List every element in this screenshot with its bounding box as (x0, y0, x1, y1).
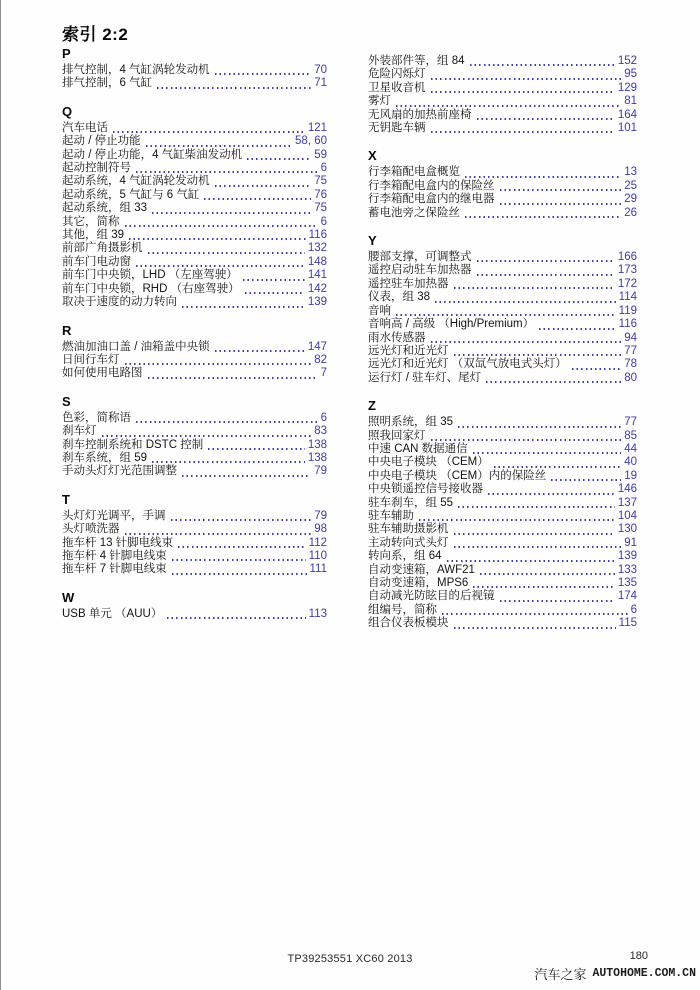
index-section-continued (368, 55, 637, 135)
entry-page-link[interactable]: 77 (624, 416, 637, 429)
entry-label: 卫星收音机 (368, 81, 426, 94)
entry-label: 前部广角摄影机 (62, 242, 143, 255)
entry-page-link[interactable]: 152 (617, 55, 637, 67)
entry-label: 其他，组 39 (62, 229, 124, 242)
index-entry (62, 229, 327, 242)
entry-page-link[interactable]: 91 (624, 536, 637, 549)
entry-label: 行李箱配电盒内的继电器 (368, 193, 495, 206)
dot-leader (396, 314, 616, 316)
dot-leader (243, 279, 305, 281)
index-entry (62, 608, 327, 621)
entry-label: 远光灯和近光灯 （双氙气放电式头灯） (368, 358, 567, 371)
entry-page-link[interactable]: 75 (314, 175, 327, 188)
index-entry (62, 189, 327, 202)
dot-leader (215, 185, 312, 187)
index-entry (62, 269, 327, 282)
dot-leader (477, 118, 615, 120)
index-section-w (62, 590, 327, 621)
entry-label: 起动系统，组 33 (62, 202, 147, 215)
entry-label: 音响 (368, 304, 391, 317)
entry-page-link[interactable]: 138 (307, 451, 327, 464)
entry-page-link[interactable]: 139 (307, 296, 327, 309)
index-section-y (368, 233, 637, 385)
dot-leader (431, 439, 622, 441)
index-entry (368, 95, 637, 108)
entry-page-link[interactable]: 113 (308, 607, 327, 620)
dot-leader (215, 73, 312, 75)
dot-leader (136, 421, 318, 423)
dot-leader (125, 363, 312, 365)
dot-leader (431, 131, 615, 133)
entry-label: 刹车系统，组 59 (62, 451, 147, 464)
entry-label: 中速 CAN 数据通信 (368, 442, 468, 455)
entry-page-link[interactable]: 71 (314, 77, 327, 90)
dot-leader (458, 426, 621, 428)
entry-page-link[interactable]: 173 (617, 264, 637, 277)
entry-page-link[interactable]: 132 (307, 242, 327, 255)
dot-leader (171, 519, 312, 521)
entry-page-link[interactable]: 110 (308, 549, 327, 562)
entry-label: 刹车控制系统和 DSTC 控制 (62, 438, 204, 451)
dot-leader (129, 238, 306, 240)
entry-label: 燃油加油口盖 / 油箱盖中央锁 (62, 340, 210, 353)
dot-leader (172, 573, 307, 575)
entry-label: 远光灯和近光灯 (368, 344, 449, 357)
index-entry (62, 550, 327, 563)
watermark-site-name: 汽车之家 (534, 967, 587, 982)
index-section-q (62, 104, 327, 310)
entry-page-link[interactable]: 142 (307, 282, 327, 295)
entry-page-link[interactable]: 146 (617, 483, 637, 496)
entry-page-link[interactable]: 95 (624, 68, 637, 81)
entry-label: 音响高 / 高级 （High/Premium） (368, 318, 535, 331)
entry-page-link[interactable]: 115 (618, 617, 637, 630)
index-entry (62, 162, 327, 175)
entry-page-link[interactable]: 79 (314, 509, 327, 522)
dot-leader (447, 560, 615, 562)
index-entry (62, 135, 327, 148)
index-entry (368, 577, 637, 590)
dot-leader (136, 265, 305, 267)
entry-label: 行李箱配电盒内的保险丝 (368, 179, 495, 192)
dot-leader (157, 87, 311, 89)
dot-leader (539, 328, 616, 330)
index-entry (62, 425, 327, 438)
entry-page-link[interactable]: 6 (320, 215, 327, 228)
entry-page-link[interactable]: 13 (624, 166, 637, 179)
entry-page-link[interactable]: 6 (320, 162, 327, 175)
entry-page-link[interactable]: 137 (617, 496, 637, 509)
dot-leader (172, 559, 306, 561)
index-section-t (62, 492, 327, 577)
entry-label: 照明系统，组 35 (368, 416, 453, 429)
entry-page-link[interactable]: 80 (624, 371, 637, 384)
section-letter: X (368, 148, 377, 164)
index-entry (62, 341, 327, 354)
dot-leader (500, 189, 622, 191)
section-letter: P (62, 46, 71, 61)
entry-page-link[interactable]: 94 (624, 331, 637, 344)
entry-label: 其它，简称 (62, 215, 120, 228)
entry-label: 雾灯 (368, 95, 391, 108)
entry-label: 外装部件等，组 84 (368, 55, 465, 67)
dot-leader (486, 381, 621, 383)
index-section-x (368, 148, 637, 220)
dot-leader (454, 287, 615, 289)
index-entry (368, 305, 637, 318)
entry-page-link[interactable]: 77 (624, 344, 637, 357)
entry-label: 日间行车灯 (62, 353, 120, 366)
index-entry (62, 283, 327, 296)
entry-page-link[interactable]: 70 (314, 64, 327, 76)
dot-leader (477, 260, 615, 262)
entry-page-link[interactable]: 83 (314, 425, 327, 438)
index-entry (62, 412, 327, 425)
entry-page-link[interactable]: 138 (307, 438, 327, 451)
entry-label: 中央电子模块 （CEM）内的保险丝 (368, 469, 547, 482)
entry-label: 中央电子模块 （CEM） (368, 456, 489, 469)
index-entry (62, 202, 327, 215)
entry-page-link[interactable]: 98 (314, 523, 327, 536)
watermark-site-url: AUTOHOME.COM.CN (592, 967, 696, 980)
index-entry (368, 264, 637, 277)
entry-label: 驻车刹车，组 55 (368, 496, 453, 509)
dot-leader (480, 573, 615, 575)
dot-leader (208, 448, 305, 450)
section-letter: Z (368, 398, 376, 414)
index-entry (368, 483, 637, 496)
entry-label: 色彩，简称语 (62, 411, 131, 424)
entry-page-link[interactable]: 29 (624, 193, 637, 206)
entry-label: 无钥匙车辆 (368, 122, 426, 135)
index-entry (368, 68, 637, 81)
index-entry (368, 207, 637, 220)
index-entry (62, 439, 327, 452)
index-entry (62, 216, 327, 229)
entry-label: 起动系统，5 气缸与 6 气缸 (62, 188, 200, 201)
index-entry (368, 550, 637, 563)
index-entry (368, 345, 637, 358)
entry-label: 主动转向式头灯 (368, 536, 449, 549)
entry-label: 刹车灯 (62, 425, 97, 438)
dot-leader (125, 225, 318, 227)
entry-page-link[interactable]: 114 (618, 291, 637, 304)
entry-label: 前车门中央锁，LHD （左座驾驶） (62, 269, 238, 282)
entry-label: USB 单元 （AUU） (62, 607, 163, 620)
index-section-p (62, 46, 327, 91)
index-entry (62, 242, 327, 255)
entry-label: 取决于速度的动力转向 (62, 296, 177, 309)
dot-leader (470, 64, 615, 66)
index-section-s (62, 394, 327, 479)
dot-leader (494, 466, 621, 468)
entry-page-link[interactable]: 112 (308, 536, 327, 549)
entry-label: 排气控制，6 气缸 (62, 77, 153, 90)
index-column-right (368, 55, 637, 631)
dot-leader (465, 176, 621, 178)
entry-page-link[interactable]: 19 (624, 469, 637, 482)
index-entry (62, 77, 327, 90)
index-entry (368, 564, 637, 577)
entry-label: 起动 / 停止功能，4 气缸柴油发动机 (62, 148, 243, 161)
index-entry (368, 291, 637, 304)
page-edge-line (0, 0, 1, 990)
index-entry (368, 82, 637, 95)
dot-leader (465, 216, 621, 218)
index-entry (368, 430, 637, 443)
index-entry (62, 296, 327, 309)
index-entry (62, 452, 327, 465)
dot-leader (396, 105, 621, 107)
dot-leader (431, 78, 622, 80)
dot-leader (488, 493, 615, 495)
entry-page-link[interactable]: 164 (617, 108, 637, 121)
dot-leader (182, 306, 305, 308)
entry-label: 汽车电话 (62, 121, 108, 134)
entry-label: 头灯灯光调平，手调 (62, 509, 166, 522)
dot-leader (431, 91, 615, 93)
index-entry (62, 563, 327, 576)
entry-label: 行李箱配电盒概览 (368, 166, 460, 179)
dot-leader (102, 435, 312, 437)
index-entry (368, 109, 637, 122)
index-entry (368, 318, 637, 331)
dot-leader (204, 198, 311, 200)
entry-page-link[interactable]: 101 (617, 122, 637, 135)
entry-page-link[interactable]: 116 (618, 318, 637, 331)
entry-page-link[interactable]: 129 (617, 81, 637, 94)
section-letter: W (62, 589, 75, 605)
dot-leader (458, 506, 615, 508)
dot-leader (215, 350, 305, 352)
entry-page-link[interactable]: 133 (617, 563, 637, 576)
dot-leader (152, 461, 305, 463)
entry-label: 组合仪表板模块 (368, 617, 449, 630)
entry-label: 遥控启动驻车加热器 (368, 264, 472, 277)
index-entry (368, 55, 637, 68)
entry-label: 前车门电动窗 (62, 255, 131, 268)
entry-label: 起动控制符号 (62, 162, 131, 175)
entry-label: 自动变速箱，MPS6 (368, 577, 469, 589)
index-entry (62, 175, 327, 188)
index-entry (62, 149, 327, 162)
index-entry (368, 510, 637, 523)
entry-page-link[interactable]: 148 (307, 255, 327, 268)
entry-label: 遥控驻车加热器 (368, 277, 449, 290)
entry-label: 排气控制，4 气缸涡轮发动机 (62, 64, 210, 76)
entry-page-link[interactable]: 121 (307, 121, 327, 134)
dot-leader (136, 171, 318, 173)
entry-page-link[interactable]: 7 (320, 367, 327, 380)
entry-page-link[interactable]: 6 (320, 411, 327, 424)
section-letter: T (62, 491, 70, 507)
entry-page-link[interactable]: 166 (617, 251, 637, 264)
dot-leader (178, 546, 305, 548)
entry-page-link[interactable]: 78 (624, 358, 637, 371)
entry-label: 蓄电池旁之保险丝 (368, 206, 460, 219)
entry-page-link[interactable]: 79 (314, 465, 327, 478)
dot-leader (454, 533, 615, 535)
index-entry (368, 497, 637, 510)
index-entry (368, 278, 637, 291)
dot-leader (500, 600, 615, 602)
index-entry (368, 416, 637, 429)
entry-page-link[interactable]: 85 (624, 429, 637, 442)
entry-label: 组编号，简称 (368, 603, 437, 616)
entry-page-link[interactable]: 40 (624, 456, 637, 469)
entry-label: 自动变速箱，AWF21 (368, 563, 475, 576)
dot-leader (473, 586, 614, 588)
entry-label: 自动减光防眩目的后视镜 (368, 590, 495, 603)
entry-page-link[interactable]: 172 (617, 277, 637, 290)
index-section-r (62, 323, 327, 381)
index-section-z (368, 398, 637, 631)
entry-label: 仪表，组 38 (368, 291, 430, 304)
dot-leader (146, 145, 292, 147)
dot-leader (477, 274, 615, 276)
dot-leader (473, 452, 622, 454)
entry-page-link[interactable]: 130 (617, 523, 637, 536)
index-entry (368, 180, 637, 193)
entry-label: 驻车辅助 (368, 509, 414, 522)
entry-label: 危险闪烁灯 (368, 68, 426, 81)
index-entry (62, 537, 327, 550)
index-entry (368, 166, 637, 179)
entry-label: 前车门中央锁，RHD （右座驾驶） (62, 282, 240, 295)
entry-page-link[interactable]: 104 (617, 509, 637, 522)
entry-page-link[interactable]: 141 (307, 269, 327, 282)
dot-leader (572, 368, 622, 370)
doc-reference: TP39253551 XC60 2013 (287, 953, 413, 965)
entry-page-link[interactable]: 25 (624, 179, 637, 192)
entry-page-link[interactable]: 44 (624, 442, 637, 455)
dot-leader (419, 519, 615, 521)
entry-page-link[interactable]: 135 (617, 577, 637, 589)
index-entry (62, 122, 327, 135)
index-entry (368, 523, 637, 536)
entry-label: 驻车辅助摄影机 (368, 523, 449, 536)
entry-page-link[interactable]: 59 (314, 148, 327, 161)
index-entry (62, 256, 327, 269)
section-letter: R (62, 322, 72, 338)
index-entry (368, 470, 637, 483)
dot-leader (454, 546, 622, 548)
index-entry (62, 64, 327, 77)
entry-page-link[interactable]: 75 (314, 202, 327, 215)
entry-label: 起动 / 停止功能 (62, 135, 141, 148)
index-entry (368, 456, 637, 469)
entry-label: 中央锁遥控信号接收器 (368, 483, 483, 496)
entry-page-link[interactable]: 6 (630, 603, 637, 616)
index-entry (368, 193, 637, 206)
entry-label: 照我回家灯 (368, 429, 426, 442)
dot-leader (245, 292, 305, 294)
index-entry (368, 332, 637, 345)
dot-leader (442, 613, 628, 615)
dot-leader (435, 301, 616, 303)
entry-label: 无风扇的加热前座椅 (368, 108, 472, 121)
entry-label: 手动头灯灯光范围调整 (62, 465, 177, 478)
entry-label: 拖车杆 7 针脚电线束 (62, 563, 167, 576)
entry-page-link[interactable]: 81 (624, 95, 637, 108)
entry-label: 拖车杆 13 针脚电线束 (62, 536, 174, 549)
entry-label: 头灯喷洗器 (62, 523, 120, 536)
index-entry (368, 617, 637, 630)
dot-leader (148, 377, 318, 379)
entry-page-link[interactable]: 58, 60 (295, 135, 327, 148)
dot-leader (182, 475, 311, 477)
index-column-left (62, 46, 327, 621)
dot-leader (454, 627, 616, 629)
entry-page-link[interactable]: 139 (617, 550, 637, 563)
entry-label: 起动系统，4 气缸涡轮发动机 (62, 175, 210, 188)
index-entry (368, 604, 637, 617)
dot-leader (152, 212, 311, 214)
entry-label: 转向系，组 64 (368, 550, 442, 563)
entry-page-link[interactable]: 111 (309, 563, 327, 576)
entry-label: 拖车杆 4 针脚电线束 (62, 549, 167, 562)
entry-page-link[interactable]: 76 (314, 188, 327, 201)
dot-leader (167, 617, 305, 619)
index-entry (368, 372, 637, 385)
index-entry (368, 537, 637, 550)
dot-leader (551, 479, 621, 481)
dot-leader (454, 354, 622, 356)
section-letter: S (62, 393, 71, 409)
dot-leader (500, 203, 622, 205)
dot-leader (148, 252, 305, 254)
watermark (534, 964, 696, 983)
index-entry (368, 122, 637, 135)
entry-page-link[interactable]: 26 (624, 206, 637, 219)
index-entry (62, 510, 327, 523)
page-number: 180 (629, 950, 648, 962)
page-title: 索引 2:2 (62, 25, 129, 44)
entry-page-link[interactable]: 174 (617, 590, 637, 603)
dot-leader (125, 533, 312, 535)
entry-label: 雨水传感器 (368, 331, 426, 344)
index-entry (368, 443, 637, 456)
dot-leader (247, 158, 311, 160)
index-entry (368, 251, 637, 264)
entry-page-link[interactable]: 116 (308, 229, 327, 242)
entry-label: 运行灯 / 驻车灯、尾灯 (368, 371, 482, 384)
entry-page-link[interactable]: 147 (307, 340, 327, 353)
index-entry (368, 590, 637, 603)
entry-label: 腰部支撑，可调整式 (368, 251, 472, 264)
index-entry (62, 465, 327, 478)
section-letter: Q (62, 103, 73, 119)
index-entry (62, 354, 327, 367)
section-letter: Y (368, 233, 377, 249)
entry-label: 如何使用电路图 (62, 367, 143, 380)
entry-page-link[interactable]: 82 (314, 353, 327, 366)
index-entry (62, 367, 327, 380)
index-entry (368, 358, 637, 371)
index-entry (62, 523, 327, 536)
entry-page-link[interactable]: 119 (618, 304, 637, 317)
dot-leader (431, 341, 622, 343)
dot-leader (113, 131, 305, 133)
